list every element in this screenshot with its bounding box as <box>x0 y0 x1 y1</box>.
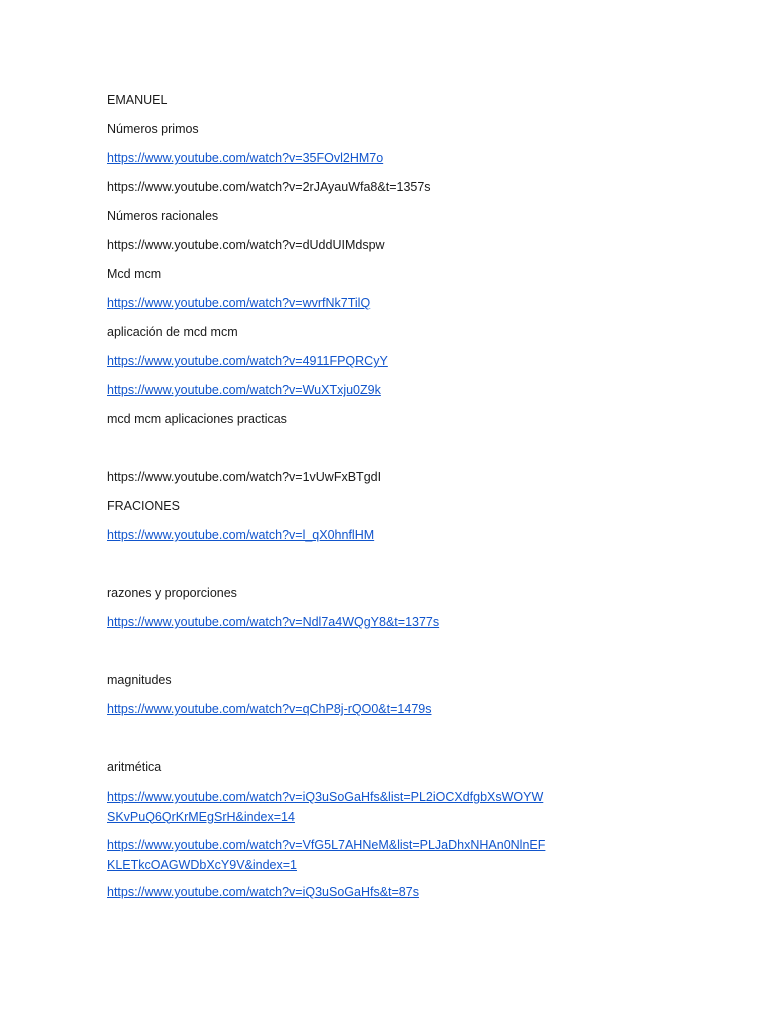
topic-aplicacion-mcd-mcm: aplicación de mcd mcm <box>107 325 238 339</box>
video-link[interactable]: https://www.youtube.com/watch?v=4911FPQRCyY <box>107 354 388 368</box>
author-heading: EMANUEL <box>107 93 168 107</box>
topic-fraciones: FRACIONES <box>107 499 180 513</box>
document-body <box>107 92 707 913</box>
video-link[interactable]: https://www.youtube.com/watch?v=qChP8j-rQO0&t=1479s <box>107 702 432 716</box>
video-link[interactable]: https://www.youtube.com/watch?v=iQ3uSoGaHfs&list=PL2iOCXdfgbXsWOYWSKvPuQ6QrKrMEgSrH&index=14 <box>107 790 544 824</box>
topic-aritmetica: aritmética <box>107 760 162 774</box>
video-url-text: https://www.youtube.com/watch?v=1vUwFxBTgdI <box>107 470 382 484</box>
topic-razones-proporciones: razones y proporciones <box>107 586 237 600</box>
topic-numeros-primos: Números primos <box>107 122 199 136</box>
video-url-text: https://www.youtube.com/watch?v=dUddUIMdspw <box>107 238 385 252</box>
video-link[interactable]: https://www.youtube.com/watch?v=l_qX0hnflHM <box>107 528 375 542</box>
topic-magnitudes: magnitudes <box>107 673 172 687</box>
video-link[interactable]: https://www.youtube.com/watch?v=WuXTxju0Z9k <box>107 383 381 397</box>
video-url-text: https://www.youtube.com/watch?v=2rJAyauWfa8&t=1357s <box>107 180 431 194</box>
video-link[interactable]: https://www.youtube.com/watch?v=VfG5L7AHNeM&list=PLJaDhxNHAn0NlnEFKLETkcOAGWDbXcY9V&index=1 <box>107 838 546 872</box>
video-link[interactable]: https://www.youtube.com/watch?v=35FOvl2HM7o <box>107 151 384 165</box>
topic-mcd-mcm-practicas: mcd mcm aplicaciones practicas <box>107 412 287 426</box>
video-link[interactable]: https://www.youtube.com/watch?v=Ndl7a4WQgY8&t=1377s <box>107 615 440 629</box>
video-link[interactable]: https://www.youtube.com/watch?v=wvrfNk7TilQ <box>107 296 371 310</box>
video-link[interactable]: https://www.youtube.com/watch?v=iQ3uSoGaHfs&t=87s <box>107 885 419 899</box>
topic-mcd-mcm: Mcd mcm <box>107 267 162 281</box>
topic-numeros-racionales: Números racionales <box>107 209 219 223</box>
